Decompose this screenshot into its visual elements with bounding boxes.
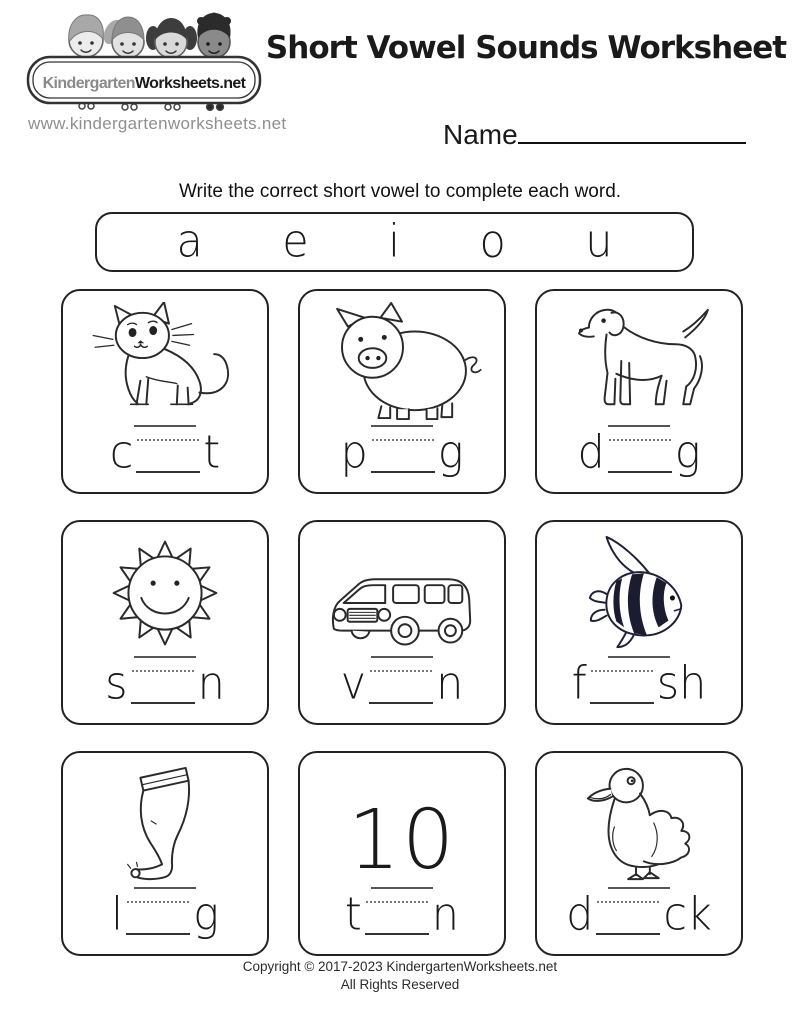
word-card-leg — [61, 751, 269, 956]
word-card-sun — [61, 520, 269, 725]
answer-line — [371, 656, 433, 658]
sun-image — [81, 535, 249, 653]
fish-image — [555, 533, 723, 653]
vowel-blank-dog[interactable] — [608, 434, 672, 473]
word-sun — [105, 659, 225, 710]
leg-image — [81, 764, 249, 884]
vowel-e: e — [282, 215, 309, 268]
word-card-dog — [535, 289, 743, 494]
worksheet-grid — [61, 289, 743, 956]
word-card-van — [298, 520, 506, 725]
letter-prefix: v — [340, 657, 367, 711]
word-cat — [110, 428, 221, 479]
word-card-fish — [535, 520, 743, 725]
vowel-o: o — [479, 215, 506, 268]
letter-suffix: n — [431, 888, 460, 942]
word-card-pig — [298, 289, 506, 494]
vowel-blank-pig[interactable] — [371, 434, 435, 473]
pig-image — [318, 302, 486, 422]
rights-text: All Rights Reserved — [340, 976, 460, 992]
answer-line — [608, 425, 670, 427]
answer-line — [371, 425, 433, 427]
letter-prefix: s — [105, 657, 128, 711]
vowel-i: i — [388, 215, 401, 268]
vowel-blank-duck[interactable] — [596, 896, 660, 935]
page-title: Short Vowel Sounds Worksheet — [265, 30, 787, 66]
word-ten — [345, 890, 459, 941]
site-url: www.kindergartenworksheets.net — [28, 114, 287, 133]
kids-logo-icon — [24, 8, 264, 114]
vowel-a: a — [176, 215, 203, 268]
dog-image — [555, 302, 723, 422]
vowel-blank-fish[interactable] — [590, 665, 654, 704]
name-fill-line[interactable] — [518, 118, 746, 144]
word-card-duck — [535, 751, 743, 956]
letter-suffix: t — [203, 426, 221, 480]
van-image — [318, 549, 486, 653]
letter-suffix: n — [436, 657, 464, 711]
word-pig — [340, 428, 463, 479]
answer-line — [134, 887, 196, 889]
vowel-blank-sun[interactable] — [131, 665, 195, 704]
letter-suffix: sh — [656, 657, 707, 711]
letter-prefix: d — [566, 888, 594, 942]
word-van — [341, 659, 464, 710]
vowel-bank — [95, 212, 694, 272]
word-dog — [577, 428, 700, 479]
name-label: Name — [443, 119, 518, 150]
logo-word-black: Worksheets.net — [134, 75, 246, 92]
logo-word-gray: Kindergarten — [42, 75, 135, 92]
vowel-blank-leg[interactable] — [126, 896, 190, 935]
letter-suffix: n — [197, 657, 225, 711]
answer-line — [608, 887, 670, 889]
vowel-u: u — [585, 215, 613, 268]
footer — [0, 958, 800, 993]
answer-line — [134, 656, 196, 658]
letter-prefix: t — [344, 888, 362, 942]
letter-prefix: p — [340, 426, 368, 480]
word-fish — [572, 659, 707, 710]
name-row — [443, 118, 746, 151]
word-card-ten — [298, 751, 506, 956]
copyright-text: Copyright © 2017-2023 KindergartenWorksheets.net — [242, 959, 558, 974]
word-card-cat — [61, 289, 269, 494]
logo-wordmark — [43, 75, 247, 92]
letter-suffix: g — [193, 888, 219, 942]
letter-prefix: c — [109, 426, 134, 480]
site-logo — [24, 8, 264, 119]
duck-image — [555, 764, 723, 884]
letter-prefix: d — [577, 426, 605, 480]
letter-prefix: f — [571, 657, 587, 711]
vowel-blank-cat[interactable] — [136, 434, 200, 473]
vowel-blank-ten[interactable] — [365, 896, 429, 935]
answer-line — [134, 425, 196, 427]
letter-suffix: ck — [663, 888, 712, 942]
letter-prefix: l — [111, 888, 124, 942]
instruction-text: Write the correct short vowel to complete each word. — [178, 181, 622, 202]
vowel-blank-van[interactable] — [369, 665, 433, 704]
number-ten: 10 — [347, 792, 457, 888]
cat-image — [81, 302, 249, 422]
letter-suffix: g — [437, 426, 464, 480]
word-duck — [566, 890, 712, 941]
word-leg — [111, 890, 219, 941]
answer-line — [371, 887, 433, 889]
letter-suffix: g — [674, 426, 701, 480]
